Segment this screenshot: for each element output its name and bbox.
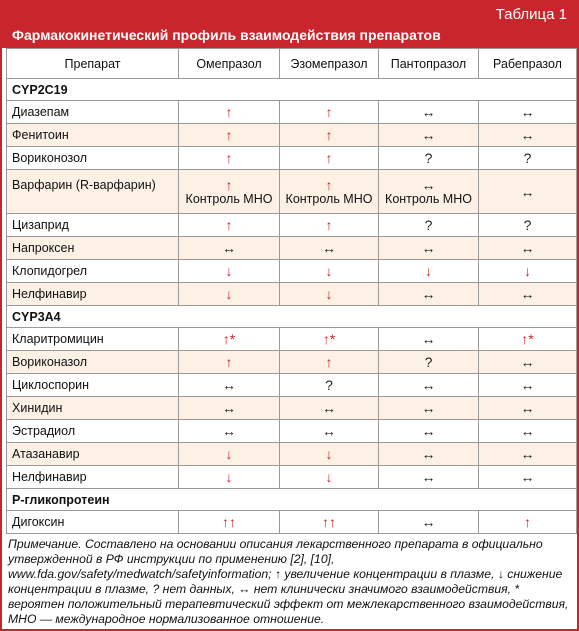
- table-note: Примечание. Составлено на основании описания лекарственного препарата в официально утвержденной в РФ инструкции по применению [2], [10], www.fda.gov/safety/medwatch/safetyinformation; ↑ увеличение концентрации в плазме, ↓ снижение концентрации в плазме, ? нет данных, ↔ нет клинически значимого взаимодействия, * вероятен положительный терапевтический эффект от межлекарственного взаимодействия, МНО — международное нормализованное отношение.: [8, 537, 569, 626]
- interaction-cell: [379, 397, 479, 420]
- interaction-symbol: ↔: [520, 127, 535, 143]
- interaction-table: [6, 48, 577, 534]
- interaction-symbol: ↑: [325, 127, 333, 143]
- interaction-symbol: ↓: [225, 286, 233, 302]
- section-title: Р-гликопротеин: [7, 489, 577, 511]
- interaction-symbol: ↔: [520, 469, 535, 485]
- interaction-symbol: ↓: [325, 469, 333, 485]
- interaction-cell: [179, 101, 280, 124]
- interaction-note: Контроль МНО: [185, 191, 273, 206]
- interaction-cell: [379, 237, 479, 260]
- interaction-cell: [379, 283, 479, 306]
- interaction-cell: [479, 237, 577, 260]
- interaction-symbol: ↑↑: [322, 514, 336, 530]
- interaction-symbol: ↑: [325, 354, 333, 370]
- interaction-cell: [280, 443, 379, 466]
- interaction-symbol: ↓: [524, 263, 531, 279]
- interaction-cell: [179, 466, 280, 489]
- interaction-cell: [280, 170, 379, 214]
- table-row: [7, 147, 577, 170]
- interaction-cell: [479, 328, 577, 351]
- interaction-cell: [479, 351, 577, 374]
- table-row: [7, 101, 577, 124]
- interaction-cell: [179, 374, 280, 397]
- interaction-cell: [280, 466, 379, 489]
- interaction-symbol: ↔: [421, 400, 436, 416]
- interaction-symbol: ?: [325, 377, 333, 393]
- interaction-symbol: ↑*: [222, 331, 236, 347]
- interaction-symbol: ↑: [325, 217, 333, 233]
- table-row: [7, 466, 577, 489]
- drug-name: Нелфинавир: [7, 466, 179, 489]
- interaction-symbol: ↔: [421, 176, 436, 193]
- table-row: [7, 170, 577, 214]
- interaction-note: Контроль МНО: [285, 191, 373, 206]
- interaction-cell: [179, 443, 280, 466]
- interaction-cell: [479, 374, 577, 397]
- interaction-symbol: ↔: [421, 469, 436, 485]
- interaction-symbol: ↔: [520, 240, 535, 256]
- interaction-symbol: ↔: [520, 104, 535, 120]
- drug-name: Варфарин (R-варфарин): [7, 170, 179, 214]
- table-row: [7, 124, 577, 147]
- interaction-cell: [379, 443, 479, 466]
- interaction-symbol: ↑: [524, 514, 531, 530]
- interaction-cell: [379, 511, 479, 534]
- interaction-symbol: ↔: [421, 286, 436, 302]
- interaction-cell: [179, 420, 280, 443]
- interaction-cell: [179, 170, 280, 214]
- interaction-symbol: ↑↑: [222, 514, 236, 530]
- interaction-symbol: ↔: [322, 423, 336, 439]
- interaction-symbol: ↑: [225, 217, 233, 233]
- interaction-cell: [479, 420, 577, 443]
- interaction-cell: [479, 283, 577, 306]
- interaction-cell: [280, 260, 379, 283]
- drug-name: Нелфинавир: [7, 283, 179, 306]
- column-header: Препарат: [7, 49, 179, 79]
- interaction-symbol: ↓: [325, 286, 333, 302]
- interaction-symbol: ↑: [225, 127, 233, 143]
- interaction-cell: [479, 147, 577, 170]
- interaction-symbol: ↓: [225, 469, 233, 485]
- section-title: CYP3A4: [7, 306, 577, 328]
- interaction-symbol: ↔: [222, 400, 236, 416]
- section-title: CYP2C19: [7, 79, 577, 101]
- interaction-cell: [280, 328, 379, 351]
- interaction-symbol: ↔: [421, 240, 436, 256]
- drug-name: Напроксен: [7, 237, 179, 260]
- interaction-symbol: ↔: [421, 446, 436, 462]
- drug-name: Диазепам: [7, 101, 179, 124]
- interaction-cell: [379, 147, 479, 170]
- interaction-symbol: ↓: [225, 446, 233, 462]
- interaction-cell: [280, 237, 379, 260]
- interaction-cell: [280, 511, 379, 534]
- interaction-cell: [379, 214, 479, 237]
- interaction-symbol: ↑: [225, 104, 233, 120]
- interaction-symbol: ↑: [225, 150, 233, 166]
- interaction-symbol: ↔: [322, 240, 336, 256]
- interaction-symbol: ↓: [425, 263, 432, 279]
- interaction-cell: [379, 351, 479, 374]
- interaction-symbol: ↑*: [521, 331, 534, 347]
- interaction-cell: [379, 420, 479, 443]
- table-row: [7, 374, 577, 397]
- interaction-cell: [280, 397, 379, 420]
- interaction-cell: [479, 443, 577, 466]
- table-row: [7, 443, 577, 466]
- interaction-cell: [280, 214, 379, 237]
- table-body: [7, 79, 577, 534]
- interaction-cell: [479, 170, 577, 214]
- interaction-note: Контроль МНО: [385, 191, 472, 206]
- interaction-symbol: ↔: [520, 423, 535, 439]
- interaction-symbol: ↔: [322, 400, 336, 416]
- column-header: Эзомепразол: [280, 49, 379, 79]
- drug-name: Клопидогрел: [7, 260, 179, 283]
- interaction-cell: [179, 351, 280, 374]
- interaction-cell: [179, 124, 280, 147]
- interaction-cell: [379, 101, 479, 124]
- interaction-cell: [280, 101, 379, 124]
- interaction-symbol: ↔: [520, 286, 535, 302]
- interaction-cell: [379, 170, 479, 214]
- table-row: [7, 351, 577, 374]
- interaction-symbol: ?: [523, 150, 532, 166]
- section-row: [7, 79, 577, 101]
- column-header: Пантопразол: [379, 49, 479, 79]
- interaction-symbol: ↔: [520, 354, 535, 370]
- drug-name: Фенитоин: [7, 124, 179, 147]
- drug-name: Хинидин: [7, 397, 179, 420]
- interaction-cell: [379, 374, 479, 397]
- interaction-symbol: ↔: [520, 377, 535, 393]
- interaction-symbol: ↔: [520, 446, 535, 462]
- interaction-symbol: ?: [424, 150, 433, 166]
- interaction-cell: [479, 101, 577, 124]
- interaction-symbol: ↔: [421, 127, 436, 143]
- interaction-symbol: ↔: [520, 400, 535, 416]
- interaction-symbol: ?: [424, 354, 433, 370]
- interaction-cell: [479, 511, 577, 534]
- interaction-symbol: ↓: [325, 263, 333, 279]
- column-header-row: [7, 49, 577, 79]
- interaction-symbol: ↑: [225, 354, 233, 370]
- table-row: [7, 237, 577, 260]
- drug-name: Эстрадиол: [7, 420, 179, 443]
- interaction-cell: [280, 374, 379, 397]
- interaction-symbol: ↑: [225, 176, 233, 193]
- interaction-cell: [479, 124, 577, 147]
- section-row: [7, 489, 577, 511]
- interaction-symbol: ↓: [325, 446, 333, 462]
- drug-name: Цизаприд: [7, 214, 179, 237]
- interaction-cell: [280, 351, 379, 374]
- drug-name: Атазанавир: [7, 443, 179, 466]
- table-row: [7, 328, 577, 351]
- interaction-cell: [179, 397, 280, 420]
- interaction-symbol: ↔: [421, 377, 436, 393]
- interaction-symbol: ↔: [421, 423, 436, 439]
- interaction-cell: [179, 511, 280, 534]
- interaction-cell: [280, 420, 379, 443]
- table-header-bar: [2, 2, 577, 48]
- interaction-symbol: ↔: [421, 104, 436, 120]
- interaction-cell: [280, 283, 379, 306]
- interaction-cell: [379, 260, 479, 283]
- interaction-cell: [479, 214, 577, 237]
- section-row: [7, 306, 577, 328]
- interaction-cell: [280, 147, 379, 170]
- interaction-symbol: ↔: [222, 423, 236, 439]
- table-row: [7, 397, 577, 420]
- drug-name: Дигоксин: [7, 511, 179, 534]
- table-title: Фармакокинетический профиль взаимодействия препаратов: [12, 27, 441, 43]
- interaction-cell: [379, 466, 479, 489]
- interaction-symbol: ↔: [421, 331, 436, 347]
- interaction-cell: [280, 124, 379, 147]
- table-row: [7, 283, 577, 306]
- interaction-symbol: ↑: [325, 150, 333, 166]
- interaction-cell: [479, 397, 577, 420]
- interaction-cell: [479, 466, 577, 489]
- interaction-symbol: ?: [424, 217, 433, 233]
- drug-name: Вориконозол: [7, 147, 179, 170]
- interaction-cell: [179, 147, 280, 170]
- interaction-symbol: ↔: [421, 514, 436, 530]
- interaction-cell: [179, 328, 280, 351]
- interaction-symbol: ↑: [325, 176, 333, 193]
- interaction-cell: [379, 328, 479, 351]
- table-row: [7, 214, 577, 237]
- column-header: Рабепразол: [479, 49, 577, 79]
- drug-name: Вориконазол: [7, 351, 179, 374]
- column-header: Омепразол: [179, 49, 280, 79]
- interaction-cell: [379, 124, 479, 147]
- interaction-cell: [179, 260, 280, 283]
- interaction-symbol: ↔: [520, 183, 535, 200]
- interaction-symbol: ↔: [222, 377, 236, 393]
- table-row: [7, 511, 577, 534]
- interaction-symbol: ?: [523, 217, 532, 233]
- interaction-symbol: ↑: [325, 104, 333, 120]
- interaction-symbol: ↔: [222, 240, 236, 256]
- table-row: [7, 420, 577, 443]
- interaction-symbol: ↑*: [322, 331, 336, 347]
- drug-name: Циклоспорин: [7, 374, 179, 397]
- interaction-cell: [179, 237, 280, 260]
- table-number: Таблица 1: [495, 6, 567, 23]
- drug-name: Кларитромицин: [7, 328, 179, 351]
- interaction-cell: [179, 283, 280, 306]
- interaction-symbol: ↓: [225, 263, 233, 279]
- interaction-cell: [179, 214, 280, 237]
- interaction-cell: [479, 260, 577, 283]
- table-row: [7, 260, 577, 283]
